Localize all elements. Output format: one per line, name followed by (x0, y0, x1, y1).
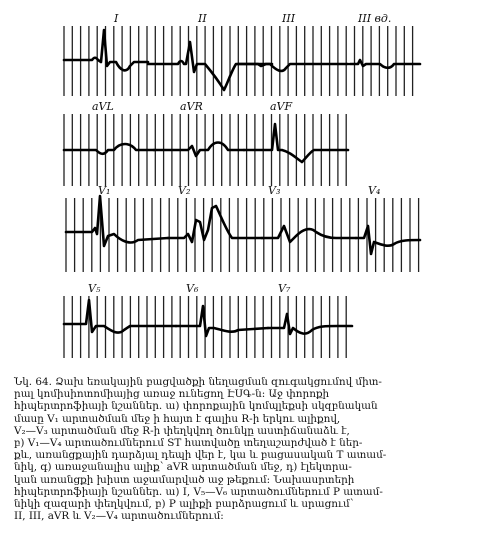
lead-label-V5: V₅ (88, 282, 101, 295)
lead-label-aVR: aVR (180, 100, 203, 113)
lead-label-V1: V₁ (98, 184, 111, 197)
lead-label-V2: V₂ (178, 184, 191, 197)
ecg-trace-III-vd (350, 60, 420, 68)
lead-label-V7: V₇ (278, 282, 291, 295)
lead-label-III-vd: III вд. (358, 12, 392, 25)
caption-line: հիպերտրոֆիայի նշաններ. ա) փորոքային կոմպլեքսի սկզբնական (14, 400, 378, 413)
caption-line: V₂—V₃ արտածման մեջ R-ի փեղկվող ծունկը աստիճանաձև է, (14, 424, 350, 437)
caption-line: րալ կոմիսիոտոմիայից առաջ ունեցող ԷՍԳ-ն: Աջ փորոքի (14, 388, 330, 401)
ecg-trace-V3 (262, 226, 356, 242)
ecg-strip-row-3 (66, 184, 420, 272)
caption-line: հիպերտրոֆիայի նշաններ. ա) I, V₅—V₆ արտածումներում P ատամ- (14, 485, 383, 498)
caption-line: կան առանցքի խիստ աջամարված աջ թեքում: Նախասրտերի (14, 473, 355, 486)
caption-line: մասը V₁ արտածման մեջ ի հայտ է գալիս R-ի երկու ալիքով, (14, 412, 341, 425)
lead-label-V4: V₄ (368, 184, 381, 197)
caption-line: Նկ. 64. Ձախ եռակային բացվածքի նեղացման զուգակցումով միտ- (14, 376, 382, 388)
ecg-strip-row-4 (64, 282, 352, 358)
lead-label-II: II (198, 12, 207, 25)
caption-line: նիկի զազարի փեղկվում, բ) P ալիքի բարձրացում և սրացում՝ (14, 498, 354, 511)
lead-label-aVF: aVF (270, 100, 293, 113)
caption-line: նիկ, գ) առաջանալիս ալիք՝ aVR արտածման մեջ, դ) էլեկտրա- (14, 461, 352, 474)
caption-line: քև, առանցքային դարձյալ դեպի վեր է, կա և բացասական T ատամ- (14, 449, 387, 462)
caption-line: II, III, aVR և V₂—V₄ արտածումներում: (14, 510, 224, 523)
ecg-strip-row-1 (64, 12, 420, 96)
ecg-trace-aVL (64, 144, 154, 154)
lead-label-aVL: aVL (92, 100, 114, 113)
lead-label-I: I (114, 12, 119, 25)
ecg-strip-row-2 (64, 100, 348, 186)
ecg-trace-II (148, 42, 272, 90)
caption-line: բ) V₁—V₄ արտածումներում ST հատվածը տեղաշարժված է ներ- (14, 437, 363, 450)
ecg-trace-V7 (268, 314, 352, 334)
lead-label-V3: V₃ (268, 184, 281, 197)
ecg-trace-V2 (168, 206, 262, 242)
lead-label-III: III (282, 12, 296, 25)
lead-label-V6: V₆ (186, 282, 199, 295)
figure-caption (14, 376, 468, 522)
